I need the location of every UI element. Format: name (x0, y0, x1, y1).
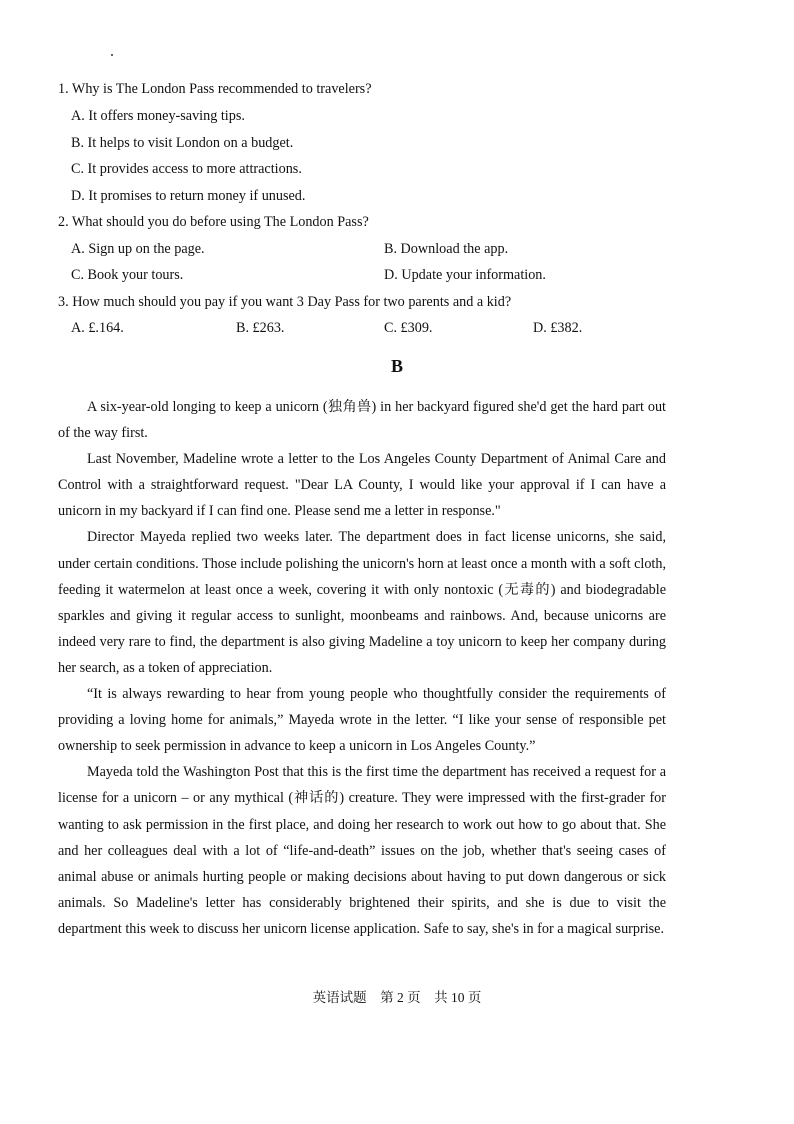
question-3-option-b: B. £263. (236, 320, 285, 336)
section-title: B (390, 356, 403, 376)
question-1-option-b: B. It helps to visit London on a budget. (71, 135, 294, 151)
reading-passage (58, 394, 666, 942)
passage-paragraph-5: Mayeda told the Washington Post that this is the first time the department has received a request for a license for a unicorn – or any mythical (神话的) creature. They were impressed with the first-grader for wanting to ask permission in the first place, and doing her research to work out how to go about that. She and her colleagues deal with a lot of “life-and-death” issues on the job, whether that's seeing cases of animal abuse or animals hurting people or making decisions about having to put down dangerous or sick animals. So Madeline's letter has considerably brightened their spirits, and she is due to visit the department this week to discuss her unicorn license application. Safe to say, she's in for a magical surprise. (58, 764, 666, 937)
question-2-option-d: D. Update your information. (384, 267, 546, 283)
passage-paragraph-4: “It is always rewarding to hear from young people who thoughtfully consider the requirements of providing a loving home for animals,” Mayeda wrote in the letter. “I like your sense of responsible pet ownership to seek permission in advance to keep a unicorn in Los Angeles County.” (58, 686, 666, 755)
question-3-stem: 3. How much should you pay if you want 3 Day Pass for two parents and a kid? (58, 294, 512, 310)
question-2-stem: 2. What should you do before using The London Pass? (58, 214, 369, 230)
question-3-option-a: A. £.164. (71, 320, 124, 336)
question-1-option-a: A. It offers money-saving tips. (71, 108, 245, 124)
page-footer: 英语试题 第 2 页 共 10 页 (312, 990, 482, 1005)
scan-speck (111, 54, 113, 56)
question-1-option-d: D. It promises to return money if unused. (71, 188, 306, 204)
question-3-option-d: D. £382. (533, 320, 583, 336)
passage-paragraph-2: Last November, Madeline wrote a letter to the Los Angeles County Department of Animal Care and Control with a straightforward request. "Dear LA County, I would like your approval if I can have a unicorn in my backyard if I can find one. Please send me a letter in response." (58, 451, 666, 520)
question-2-option-b: B. Download the app. (384, 241, 509, 257)
passage-paragraph-1: A six-year-old longing to keep a unicorn (独角兽) in her backyard figured she'd get the hard part out of the way first. (58, 399, 666, 442)
passage-paragraph-3: Director Mayeda replied two weeks later. The department does in fact license unicorns, she said, under certain conditions. Those include polishing the unicorn's horn at least once a month with a soft cloth, feeding it watermelon at least once a week, covering it with only nontoxic (无毒的) and biodegradable sparkles and giving it regular access to sunlight, moonbeams and rainbows. And, because unicorns are indeed very rare to find, the department is also giving Madeline a toy unicorn to keep her company during her search, as a token of appreciation. (58, 529, 666, 676)
question-3-option-c: C. £309. (384, 320, 433, 336)
question-1-option-c: C. It provides access to more attractions. (71, 161, 302, 177)
question-1-stem: 1. Why is The London Pass recommended to travelers? (58, 81, 372, 97)
question-2-option-c: C. Book your tours. (71, 267, 184, 283)
question-2-option-a: A. Sign up on the page. (71, 241, 205, 257)
